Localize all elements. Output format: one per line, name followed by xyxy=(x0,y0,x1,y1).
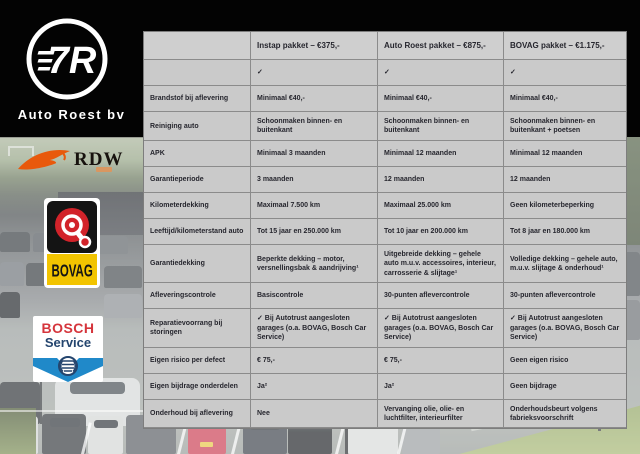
row-label: Afleveringscontrole xyxy=(144,283,251,309)
row-cell-bovag: 12 maanden xyxy=(504,167,626,193)
row-label xyxy=(144,60,251,86)
row-cell-bovag: 30-punten aflevercontrole xyxy=(504,283,626,309)
row-label: Reiniging auto xyxy=(144,112,251,141)
row-label: Onderhoud bij aflevering xyxy=(144,400,251,429)
table-row xyxy=(144,60,626,86)
row-cell-bovag: Minimaal 12 maanden xyxy=(504,141,626,167)
monogram-text: 7R xyxy=(47,40,97,82)
auto-roest-logo xyxy=(26,13,108,105)
row-cell-instap: Maximaal 7.500 km xyxy=(251,193,378,219)
row-cell-instap: Schoonmaken binnen- en buitenkant xyxy=(251,112,378,141)
table-row xyxy=(144,219,626,245)
row-cell-auto-roest: Schoonmaken binnen- en buitenkant xyxy=(378,112,504,141)
table-row xyxy=(144,283,626,309)
row-cell-bovag: Onderhoudsbeurt volgens fabrieksvoorschrift xyxy=(504,400,626,429)
table-row xyxy=(144,141,626,167)
row-cell-instap: ✓ Bij Autotrust aangesloten garages (o.a. BOVAG, Bosch Car Service) xyxy=(251,309,378,347)
row-cell-instap: Basiscontrole xyxy=(251,283,378,309)
row-cell-instap: Beperkte dekking – motor, versnellingsbak & aandrijving¹ xyxy=(251,245,378,283)
row-cell-instap: Minimaal 3 maanden xyxy=(251,141,378,167)
bosch-emblem-icon xyxy=(33,354,103,382)
row-label: Eigen bijdrage onderdelen xyxy=(144,374,251,400)
table-header-row xyxy=(144,32,626,60)
row-cell-auto-roest: Minimaal 12 maanden xyxy=(378,141,504,167)
row-cell-auto-roest: ✓ xyxy=(378,60,504,86)
table-row xyxy=(144,374,626,400)
row-cell-auto-roest: Minimaal €40,- xyxy=(378,86,504,112)
row-label: Eigen risico per defect xyxy=(144,348,251,374)
row-cell-instap: Ja² xyxy=(251,374,378,400)
row-cell-instap: € 75,- xyxy=(251,348,378,374)
table-row xyxy=(144,167,626,193)
row-cell-auto-roest: € 75,- xyxy=(378,348,504,374)
row-label: Leeftijd/kilometerstand auto xyxy=(144,219,251,245)
rdw-logo xyxy=(16,143,136,179)
rdw-wordmark: RDW xyxy=(74,149,124,170)
header-auto-roest-pakket: Auto Roest pakket – €875,- xyxy=(378,32,504,60)
auto-roest-monogram-icon xyxy=(26,13,108,105)
row-cell-instap: 3 maanden xyxy=(251,167,378,193)
row-cell-instap: Nee xyxy=(251,400,378,429)
table-row xyxy=(144,112,626,141)
row-cell-bovag: Geen kilometerbeperking xyxy=(504,193,626,219)
header-instap-pakket: Instap pakket – €375,- xyxy=(251,32,378,60)
bosch-service-wordmark: Service xyxy=(44,335,92,350)
row-cell-instap: Tot 15 jaar en 250.000 km xyxy=(251,219,378,245)
row-cell-bovag: Volledige dekking – gehele auto, m.u.v. slijtage & onderhoud¹ xyxy=(504,245,626,283)
row-cell-bovag: Geen bijdrage xyxy=(504,374,626,400)
row-cell-auto-roest: Tot 10 jaar en 200.000 km xyxy=(378,219,504,245)
table-row xyxy=(144,309,626,347)
row-cell-instap: ✓ xyxy=(251,60,378,86)
bosch-wordmark: BOSCH xyxy=(41,320,95,336)
row-cell-instap: Minimaal €40,- xyxy=(251,86,378,112)
table-row xyxy=(144,245,626,283)
comparison-table xyxy=(143,31,627,429)
table-row xyxy=(144,193,626,219)
row-cell-auto-roest: 30-punten aflevercontrole xyxy=(378,283,504,309)
header-label-cell xyxy=(144,32,251,60)
table-row xyxy=(144,400,626,429)
bovag-wordmark-band xyxy=(47,254,97,285)
table-row xyxy=(144,86,626,112)
row-cell-bovag: Tot 8 jaar en 180.000 km xyxy=(504,219,626,245)
row-cell-auto-roest: Vervanging olie, olie- en luchtfilter, interieurfilter xyxy=(378,400,504,429)
row-cell-auto-roest: ✓ Bij Autotrust aangesloten garages (o.a. BOVAG, Bosch Car Service) xyxy=(378,309,504,347)
row-cell-auto-roest: Ja² xyxy=(378,374,504,400)
rdw-feather-icon xyxy=(16,145,74,175)
header-bovag-pakket: BOVAG pakket – €1.175,- xyxy=(504,32,626,60)
row-label: APK xyxy=(144,141,251,167)
row-cell-auto-roest: Uitgebreide dekking – gehele auto m.u.v. accessoires, interieur, carrosserie & slijtage¹ xyxy=(378,245,504,283)
bosch-service-logo xyxy=(33,316,103,382)
bovag-emblem-icon xyxy=(47,201,97,253)
bovag-logo xyxy=(44,198,100,288)
table-row xyxy=(144,348,626,374)
brand-name: Auto Roest bv xyxy=(17,107,126,122)
row-label: Reparatievoorrang bij storingen xyxy=(144,309,251,347)
row-cell-auto-roest: 12 maanden xyxy=(378,167,504,193)
row-cell-bovag: ✓ Bij Autotrust aangesloten garages (o.a. BOVAG, Bosch Car Service) xyxy=(504,309,626,347)
row-cell-bovag: Minimaal €40,- xyxy=(504,86,626,112)
row-label: Kilometerdekking xyxy=(144,193,251,219)
row-label: Garantiedekking xyxy=(144,245,251,283)
row-cell-bovag: Geen eigen risico xyxy=(504,348,626,374)
row-cell-auto-roest: Maximaal 25.000 km xyxy=(378,193,504,219)
row-label: Brandstof bij aflevering xyxy=(144,86,251,112)
row-cell-bovag: ✓ xyxy=(504,60,626,86)
bovag-wordmark: BOVAG xyxy=(51,259,93,280)
row-label: Garantieperiode xyxy=(144,167,251,193)
row-cell-bovag: Schoonmaken binnen- en buitenkant + poetsen xyxy=(504,112,626,141)
